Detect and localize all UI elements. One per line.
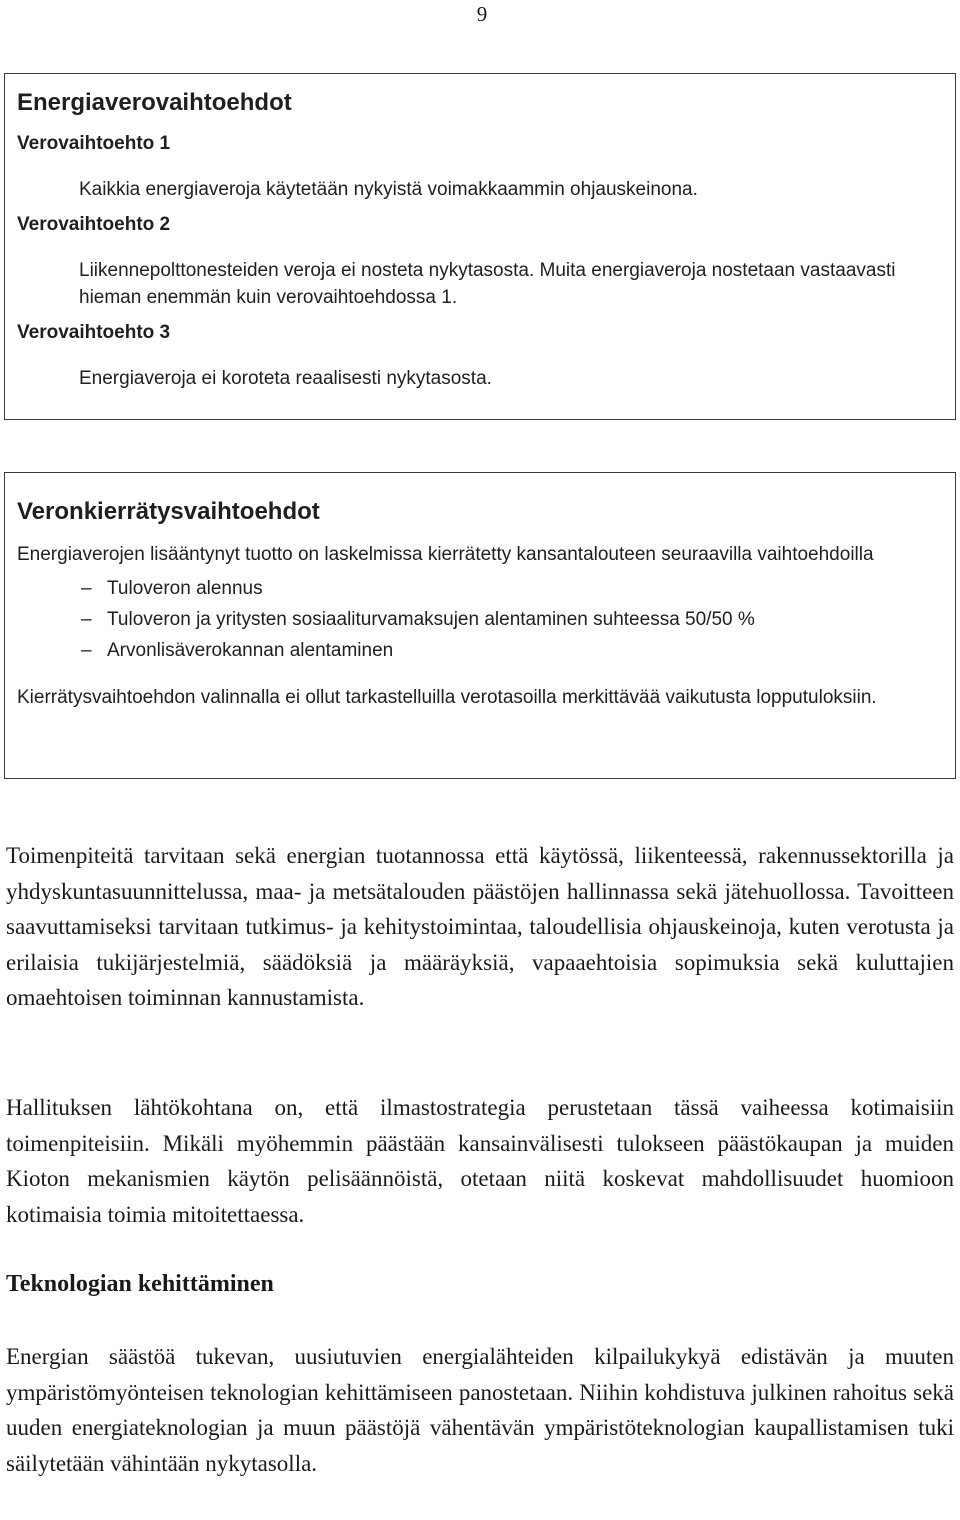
section-paragraph-container (6, 1339, 954, 1481)
list-item-text: Tuloveron ja yritysten sosiaaliturvamaksujen alentaminen suhteessa 50/50 % (107, 609, 755, 630)
tax-recycling-options-box (4, 472, 956, 779)
list-item-text: Arvonlisäverokannan alentaminen (107, 640, 394, 661)
list-item-text: Tuloveron alennus (107, 578, 263, 599)
tax-recycling-conclusion: Kierrätysvaihtoehdon valinnalla ei ollut tarkastelluilla verotasoilla merkittävää vaikutusta lopputuloksiin. (17, 687, 877, 708)
tax-recycling-intro: Energiaverojen lisääntynyt tuotto on laskelmissa kierrätetty kansantalouteen seuraavilla vaihtoehdoilla (17, 544, 874, 565)
tax-option-1-text: Kaikkia energiaveroja käytetään nykyistä voimakkaammin ohjauskeinona. (79, 179, 698, 200)
tax-recycling-list (17, 573, 943, 666)
energy-tax-options-title: Energiaverovaihtoehdot (17, 89, 292, 116)
body-paragraph-1-container (6, 838, 954, 1016)
section-paragraph: Energian säästöä tukevan, uusiutuvien energialähteiden kilpailukykyä edistävän ja muuten ympäristömyönteisen teknologian kehittämiseen panostetaan. Niihin kohdistuva julkinen rahoitus sekä uuden energiateknologian ja muun päästöjä vähentävän ympäristöteknologian kaupallistamisen tuki säilytetään vähintään nykytasolla. (6, 1344, 954, 1476)
tax-option-1-heading: Verovaihtoehto 1 (17, 133, 171, 154)
dash-bullet: – (81, 640, 92, 661)
energy-tax-options-box (4, 73, 956, 420)
tax-option-3-text: Energiaveroja ei koroteta reaalisesti nykytasosta. (79, 368, 492, 389)
body-paragraph-2-container (6, 1090, 954, 1232)
body-paragraph: Toimenpiteitä tarvitaan sekä energian tuotannossa että käytössä, liikenteessä, rakennussektorilla ja yhdyskuntasuunnittelussa, maa- ja metsätalouden päästöjen hallinnassa sekä jätehuollossa. Tavoitteen saavuttamiseksi tarvitaan tutkimus- ja kehitystoimintaa, taloudellisia ohjauskeinoja, kuten verotusta ja erilaisia tukijärjestelmiä, säädöksiä ja määräyksiä, vapaaehtoisia sopimuksia sekä kuluttajien omaehtoisen toiminnan kannustamista. (6, 843, 954, 1010)
tax-recycling-title: Veronkierrätysvaihtoehdot (17, 498, 320, 525)
tax-option-2-text: Liikennepolttonesteiden veroja ei nosteta nykytasosta. Muita energiaveroja nostetaan vastaavasti hieman enemmän kuin verovaihtoehdossa 1. (79, 260, 896, 308)
tax-option-2-heading: Verovaihtoehto 2 (17, 214, 171, 235)
tax-option-3-heading: Verovaihtoehto 3 (17, 322, 171, 343)
dash-bullet: – (81, 609, 92, 630)
list-item (17, 604, 943, 635)
section-heading: Teknologian kehittäminen (6, 1271, 274, 1297)
list-item (17, 635, 943, 666)
list-item (17, 573, 943, 604)
body-paragraph: Hallituksen lähtökohtana on, että ilmastostrategia perustetaan tässä vaiheessa kotimaisiin toimenpiteisiin. Mikäli myöhemmin päästään kansainvälisesti tulokseen päästökaupan ja muiden Kioton mekanismien käytön pelisäännöistä, otetaan niitä koskevat mahdollisuudet huomioon kotimaisia toimia mitoitettaessa. (6, 1095, 954, 1227)
page-number: 9 (476, 2, 488, 26)
dash-bullet: – (81, 578, 92, 599)
